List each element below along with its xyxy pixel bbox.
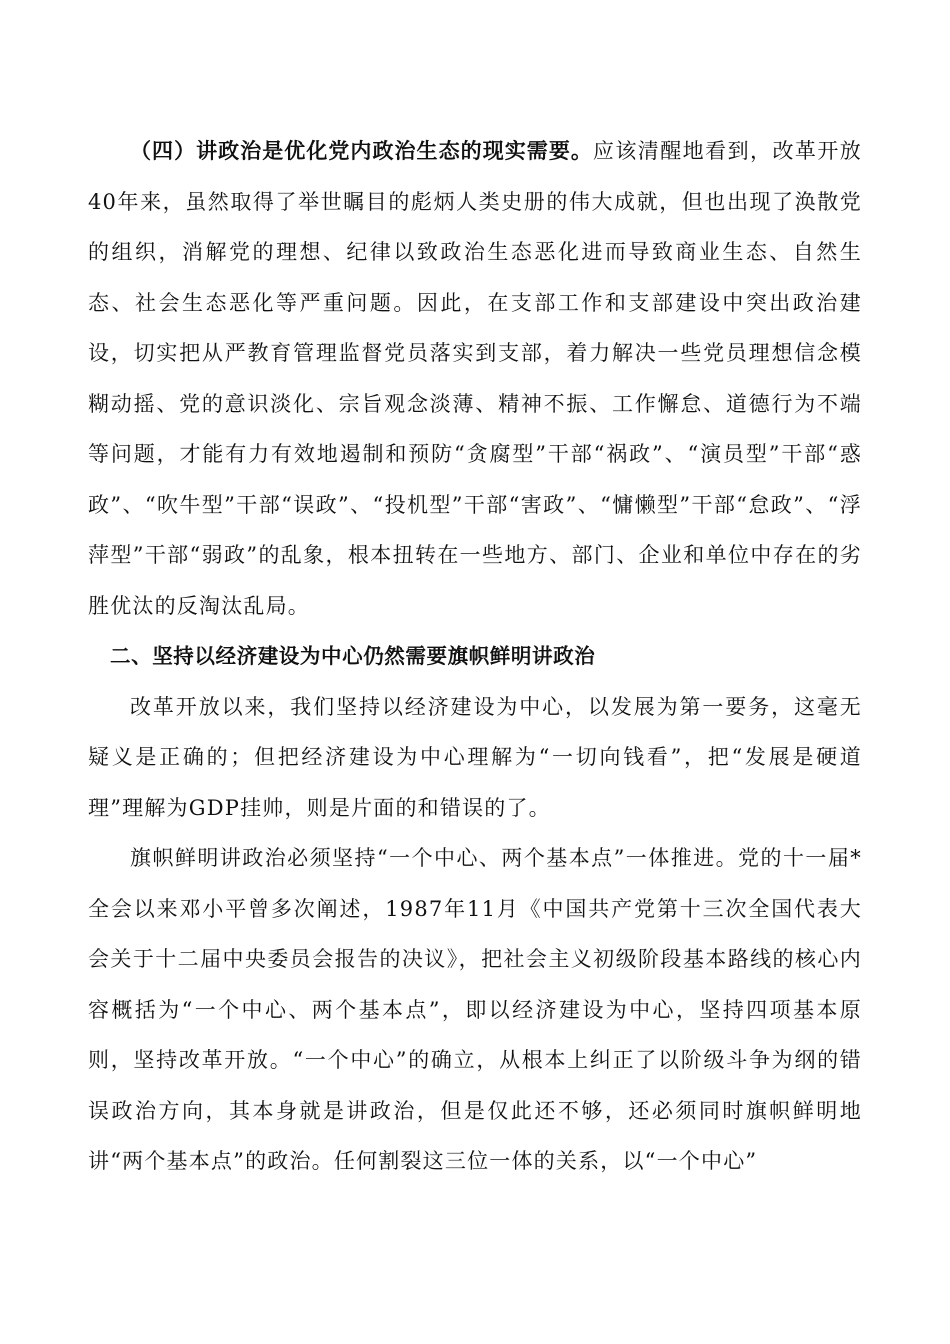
section-heading: 二、坚持以经济建设为中心仍然需要旗帜鲜明讲政治 xyxy=(110,644,596,668)
paragraph-one-center-two-points: 旗帜鲜明讲政治必须坚持“一个中心、两个基本点”一体推进。党的十一届*全会以来邓小平曾多次阐述，1987年11月《中国共产党第十三次全国代表大会关于十二届中央委员会报告的决议》，把社会主义初级阶段基本路线的核心内容概括为“一个中心、两个基本点”，即以经济建设为中心，坚持四项基本原则，坚持改革开放。“一个中心”的确立，从根本上纠正了以阶级斗争为纲的错误政治方向，其本身就是讲政治，但是仅此还不够，还必须同时旗帜鲜明地讲“两个基本点”的政治。任何割裂这三位一体的关系，以“一个中心” xyxy=(88,846,862,1173)
paragraph-lead-heading: （四）讲政治是优化党内政治生态的现实需要。 xyxy=(130,139,593,163)
paragraph-economic-center: 改革开放以来，我们坚持以经济建设为中心，以发展为第一要务，这毫无疑义是正确的；但把经济建设为中心理解为“一切向钱看”，把“发展是硬道理”理解为GDP挂帅，则是片面的和错误的了。 xyxy=(88,694,862,820)
paragraph-body-text: 应该清醒地看到，改革开放40年来，虽然取得了举世瞩目的彪炳人类史册的伟大成就，但也出现了涣散党的组织，消解党的理想、纪律以致政治生态恶化进而导致商业生态、自然生态、社会生态恶化等严重问题。因此，在支部工作和支部建设中突出政治建设，切实把从严教育管理监督党员落实到支部，着力解决一些党员理想信念模糊动摇、党的意识淡化、宗旨观念淡薄、精神不振、工作懈怠、道德行为不端等问题，才能有力有效地遏制和预防“贪腐型”干部“祸政”、“演员型”干部“惑政”、“吹牛型”干部“误政”、“投机型”干部“害政”、“慵懒型”干部“怠政”、“浮萍型”干部“弱政”的乱象，根本扭转在一些地方、部门、企业和单位中存在的劣胜优汰的反淘汰乱局。 xyxy=(88,139,862,618)
document-page xyxy=(88,126,862,1187)
paragraph-political-ecology xyxy=(88,126,862,631)
